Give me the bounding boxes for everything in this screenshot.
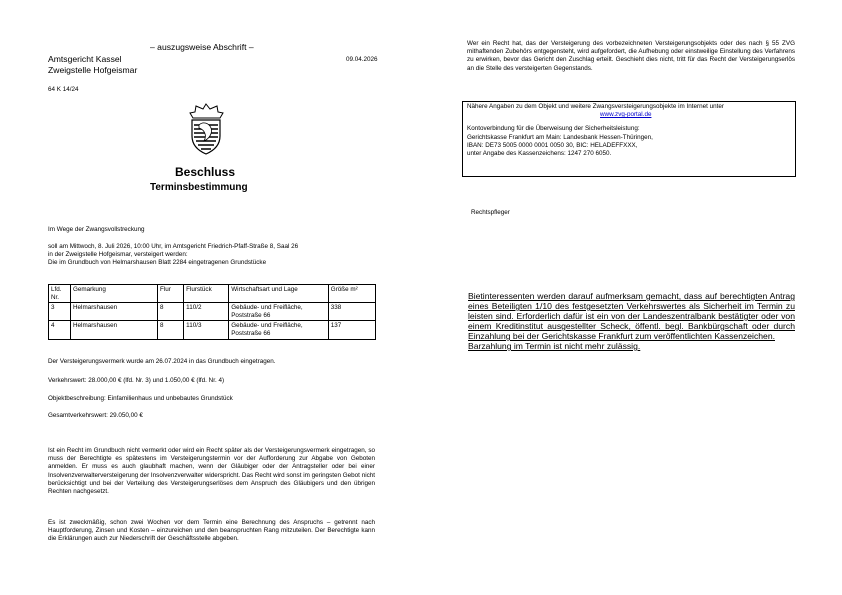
document-title: Beschluss: [175, 165, 236, 179]
table-cell: 137: [328, 321, 375, 339]
zvg-portal-link[interactable]: www.zvg-portal.de: [600, 111, 652, 119]
auction-details: [48, 243, 388, 268]
column-header: Lfd. Nr.: [49, 285, 71, 303]
hesse-coat-of-arms-icon: [187, 103, 225, 155]
bank-iban: IBAN: DE73 5005 0000 0001 0050 30, BIC: HELADEFFXXX,: [467, 141, 638, 149]
table-cell: Helmarshausen: [71, 321, 158, 339]
registration-note: Der Versteigerungsvermerk wurde am 26.07.2024 in das Grundbuch eingetragen.: [48, 358, 276, 365]
rechtspfleger-label: Rechtspfleger: [471, 209, 510, 216]
court-branch: Zweigstelle Hofgeismar: [48, 65, 138, 75]
bank-name: Gerichtskasse Frankfurt am Main: Landesbank Hessen-Thüringen,: [467, 133, 653, 141]
document-subtitle: Terminsbestimmung: [150, 182, 248, 193]
table-cell: Gebäude- und Freifläche, Poststraße 66: [229, 321, 329, 339]
bidder-notice: [468, 291, 795, 351]
table-cell: 8: [157, 303, 183, 321]
bank-reference: unter Angabe des Kassenzeichens: 1247 270 6050.: [467, 150, 612, 158]
table-cell: 4: [49, 321, 71, 339]
claim-paragraph: Es ist zweckmäßig, schon zwei Wochen vor dem Termin eine Berechnung des Anspruchs – getrennt nach Hauptforderung, Zinsen und Kosten – einzureichen und den beanspruchten Rang mitzuteilen. Der Berechtigte kann die Erklärungen auch zur Niederschrift der Geschäftsstelle abgeben.: [48, 519, 375, 543]
total-market-value: Gesamtverkehrswert: 29.050,00 €: [48, 412, 143, 419]
market-value: Verkehrswert: 28.000,00 € (lfd. Nr. 3) und 1.050,00 € (lfd. Nr. 4): [48, 377, 225, 384]
table-cell: 338: [328, 303, 375, 321]
column-header: Größe m²: [328, 285, 375, 303]
cash-payment-notice: Barzahlung im Termin ist nicht mehr zulässig.: [468, 341, 641, 351]
auction-date-line: soll am Mittwoch, 8. Juli 2026, 10:00 Uhr, im Amtsgericht Friedrich-Pfaff-Straße 8, Saal 26: [48, 243, 299, 250]
table-row: [49, 303, 376, 321]
table-cell: Helmarshausen: [71, 303, 158, 321]
auction-place-line: in der Zweigstelle Hofgeismar, versteigert werden:: [48, 251, 188, 259]
land-register-line: Die im Grundbuch von Helmarshausen Blatt 2284 eingetragenen Grundstücke: [48, 259, 267, 267]
abschrift-label: – auszugsweise Abschrift –: [150, 42, 254, 52]
table-header-row: [49, 285, 376, 303]
document-date: 09.04.2026: [346, 56, 378, 63]
column-header: Flur: [157, 285, 183, 303]
object-description: Objektbeschreibung: Einfamilienhaus und unbebautes Grundstück: [48, 395, 233, 402]
info-box: [462, 101, 796, 177]
table-row: [49, 321, 376, 339]
column-header: Flurstück: [184, 285, 229, 303]
case-number: 64 K 14/24: [48, 86, 79, 93]
rights-notice: Wer ein Recht hat, das der Versteigerung des vorbezeichneten Versteigerungsobjekts oder des nach § 55 ZVG mithaftenden Zubehörs entgegensteht, wird aufgefordert, die Aufhebung oder einstweilige Einstellung des Verfahrens zu erwirken, bevor das Gericht den Zuschlag erteilt. Geschieht dies nicht, tritt für das Recht der Versteigerungserlös an die Stelle des versteigerten Gegenstands.: [467, 40, 795, 72]
bidder-notice-text: Bietinteressenten werden darauf aufmerksam gemacht, dass auf berechtigten Antrag eines Beteiligten 1/10 des festgesetzten Verkehrswertes als Sicherheit im Termin zu leisten sind. Erforderlich dafür ist ein von der Landeszentralbank bestätigter oder von einem Kreditinstitut ausgestellter Scheck, öffentl. begl. Bankbürgschaft oder durch Einzahlung bei der Gerichtskasse Frankfurt zum veröffentlichten Kassenzeichen.: [468, 291, 795, 341]
bank-intro: Kontoverbindung für die Überweisung der Sicherheitsleistung:: [467, 125, 640, 133]
court-name: Amtsgericht Kassel: [48, 54, 122, 64]
rights-paragraph: Ist ein Recht im Grundbuch nicht vermerkt oder wird ein Recht später als der Versteigerungsvermerk eingetragen, so muss der Berechtigte es spätestens im Versteigerungstermin vor der Aufforderung zur Abgabe von Geboten anmelden. Er muss es auch glaubhaft machen, wenn der Gläubiger oder der Antragsteller oder bei einer Insolvenzverwalterversteigerung der Insolvenzverwalter widerspricht. Das Recht wird sonst im geringsten Gebot nicht berücksichtigt und bei der Verteilung des Versteigerungserlöses dem Anspruch des Gläubigers und den übrigen Rechten nachgesetzt.: [48, 447, 375, 496]
more-info-text: Nähere Angaben zu dem Objekt und weitere Zwangsversteigerungsobjekte im Internet unter: [467, 103, 724, 110]
column-header: Wirtschaftsart und Lage: [229, 285, 329, 303]
table-cell: 110/3: [184, 321, 229, 339]
table-cell: 110/2: [184, 303, 229, 321]
table-cell: Gebäude- und Freifläche, Poststraße 66: [229, 303, 329, 321]
table-cell: 8: [157, 321, 183, 339]
table-cell: 3: [49, 303, 71, 321]
intro-text: Im Wege der Zwangsvollstreckung: [48, 226, 145, 233]
property-table: [48, 284, 376, 340]
column-header: Gemarkung: [71, 285, 158, 303]
